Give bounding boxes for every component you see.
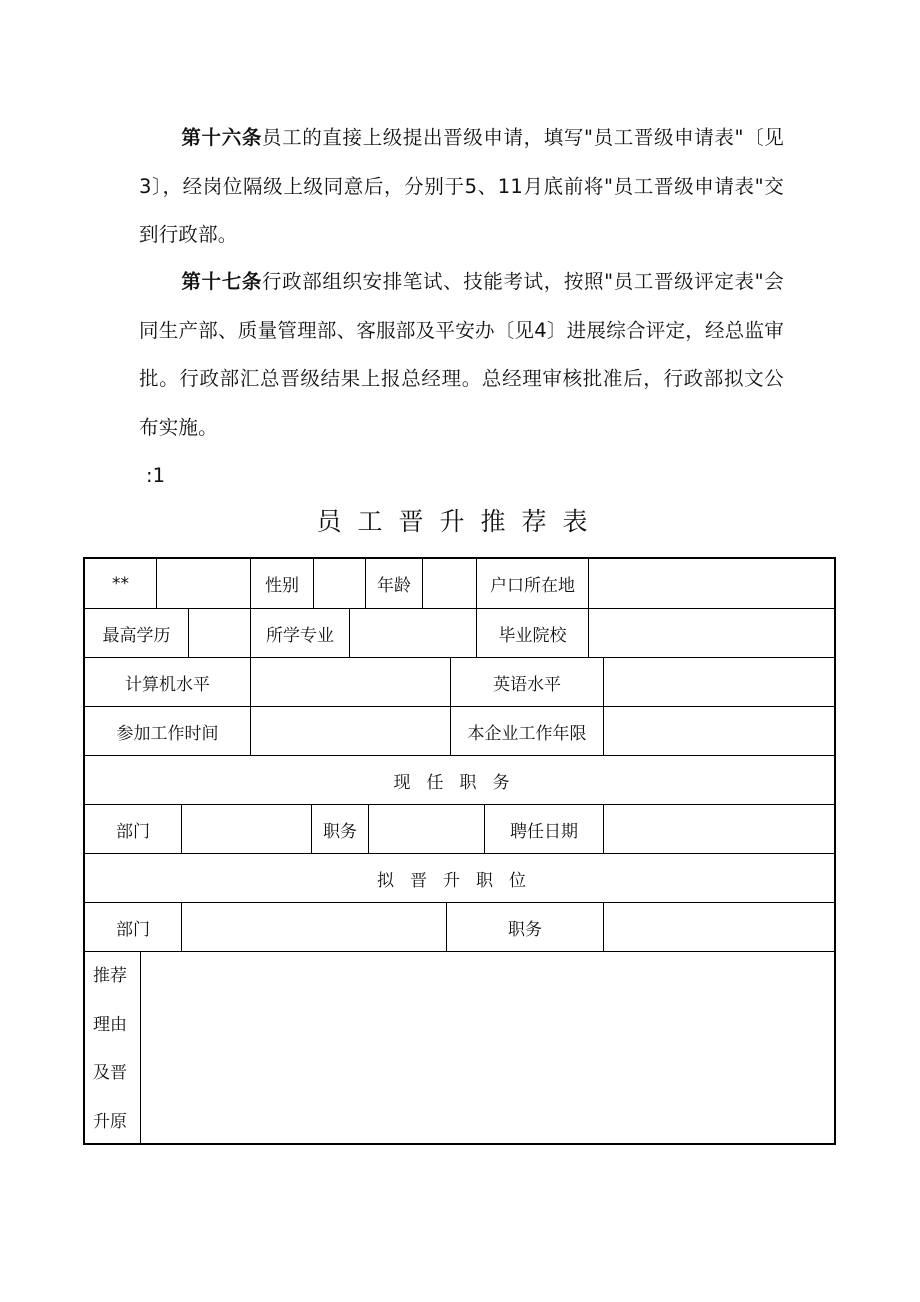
education-field[interactable]	[189, 609, 251, 657]
table-row	[85, 952, 834, 1143]
article-17	[139, 258, 784, 452]
promotion-form-table	[83, 557, 836, 1145]
proposed-position-header: 拟晋升职位	[377, 870, 542, 891]
table-row	[85, 609, 834, 658]
major-field[interactable]	[350, 609, 477, 657]
proposed-dept-label: 部门	[85, 903, 182, 951]
work-start-field[interactable]	[251, 707, 451, 755]
hire-date-field[interactable]	[604, 805, 834, 853]
current-dept-field[interactable]	[182, 805, 312, 853]
attachment-note: :1	[146, 464, 165, 487]
english-label: 英语水平	[451, 658, 604, 706]
work-start-label: 参加工作时间	[85, 707, 251, 755]
table-row	[85, 658, 834, 707]
table-row	[85, 707, 834, 756]
article-17-text: 行政部组织安排笔试、技能考试，按照"员工晋级评定表"会同生产部、质量管理部、客服部及平安办〔见4〕进展综合评定，经总监审批。行政部汇总晋级结果上报总经理。总经理审核批准后，行政部拟文公布实施。	[139, 270, 784, 439]
tenure-field[interactable]	[604, 707, 834, 755]
recommendation-reason-field[interactable]	[141, 952, 834, 1143]
age-label: 年龄	[366, 559, 423, 608]
proposed-dept-field[interactable]	[182, 903, 447, 951]
article-16-text: 员工的直接上级提出晋级申请，填写"员工晋级申请表"〔见3〕，经岗位隔级上级同意后，分别于5、11月底前将"员工晋级申请表"交到行政部。	[139, 126, 784, 246]
hire-date-label: 聘任日期	[485, 805, 604, 853]
table-row	[85, 559, 834, 609]
article-17-lead: 第十七条	[181, 270, 262, 293]
hukou-label: 户口所在地	[477, 559, 589, 608]
table-row	[85, 756, 834, 805]
tenure-label: 本企业工作年限	[451, 707, 604, 755]
gender-field[interactable]	[314, 559, 366, 608]
name-field[interactable]	[157, 559, 251, 608]
current-position-label: 职务	[312, 805, 369, 853]
computer-label: 计算机水平	[85, 658, 251, 706]
proposed-position-label: 职务	[447, 903, 604, 951]
current-position-field[interactable]	[369, 805, 485, 853]
name-label: **	[85, 559, 157, 608]
english-field[interactable]	[604, 658, 834, 706]
article-16-lead: 第十六条	[181, 126, 262, 149]
table-row	[85, 854, 834, 903]
school-field[interactable]	[589, 609, 834, 657]
gender-label: 性别	[251, 559, 314, 608]
table-row	[85, 805, 834, 854]
age-field[interactable]	[423, 559, 477, 608]
major-label: 所学专业	[251, 609, 350, 657]
form-title: 员工晋升推荐表	[316, 507, 604, 536]
education-label: 最高学历	[85, 609, 189, 657]
article-16	[139, 114, 784, 260]
current-position-header: 现任职务	[393, 772, 526, 793]
proposed-position-field[interactable]	[604, 903, 834, 951]
table-row	[85, 903, 834, 952]
current-dept-label: 部门	[85, 805, 182, 853]
hukou-field[interactable]	[589, 559, 834, 608]
computer-field[interactable]	[251, 658, 451, 706]
recommendation-reason-label: 推荐 理由 及晋 升原	[85, 952, 141, 1143]
school-label: 毕业院校	[477, 609, 589, 657]
